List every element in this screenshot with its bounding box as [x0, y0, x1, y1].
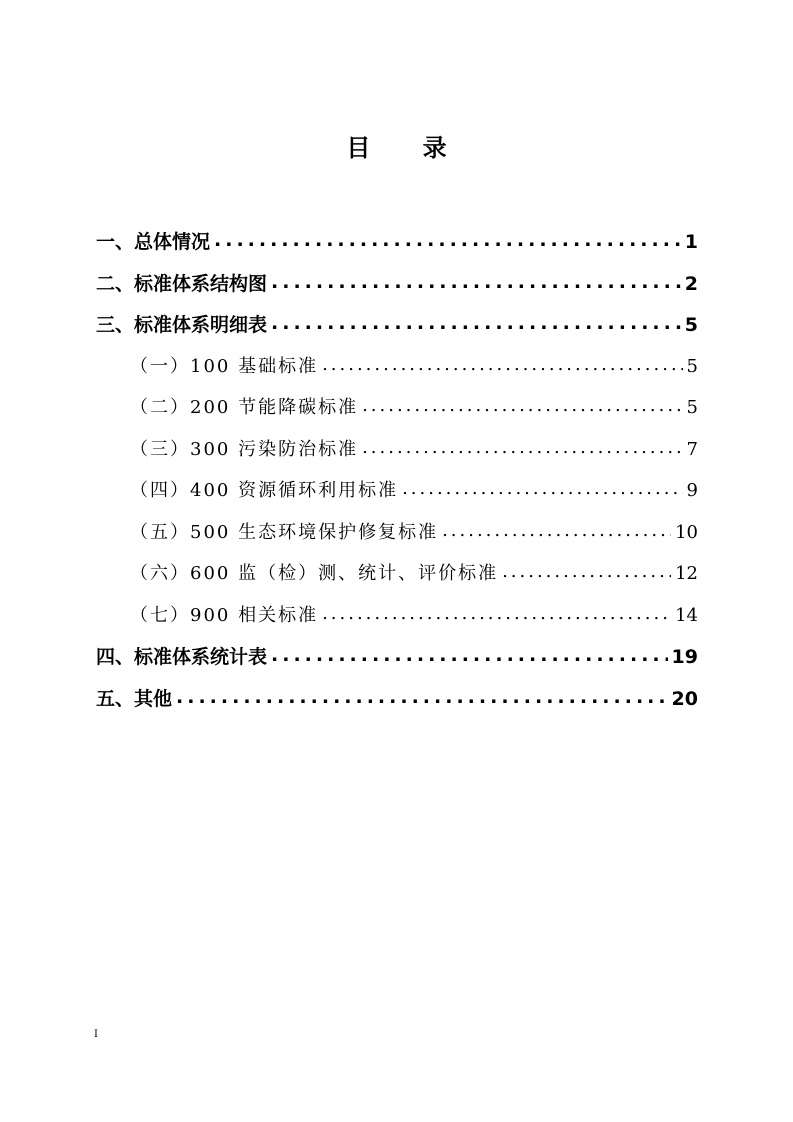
toc-entry-page: 20 [671, 687, 698, 710]
toc-entry-recycling-standards[interactable] [96, 475, 698, 517]
toc-entry-page: 1 [684, 231, 698, 253]
toc-entry-page: 19 [671, 646, 698, 668]
toc-dot-leader [271, 639, 668, 671]
toc-entry-label: （二）200 节能降碳标准 [130, 397, 359, 418]
toc-dot-leader [176, 681, 668, 713]
toc-entry-page: 5 [684, 314, 698, 336]
toc-dot-leader [271, 307, 681, 339]
toc-entry-overview[interactable] [96, 226, 698, 268]
toc-entry-page: 9 [686, 480, 698, 501]
toc-entry-structure-diagram[interactable] [96, 268, 698, 310]
page-number: I [94, 1029, 98, 1040]
toc-dot-leader [271, 266, 681, 298]
toc-entry-page: 10 [675, 521, 698, 543]
toc-dot-leader [402, 473, 682, 505]
toc-entry-page: 5 [686, 397, 698, 418]
toc-dot-leader [442, 515, 671, 547]
toc-entry-related-standards[interactable] [96, 600, 698, 642]
toc-entry-label: （四）400 资源循环利用标准 [130, 480, 399, 501]
toc-entry-ecological-restoration-standards[interactable] [96, 517, 698, 559]
toc-entry-other[interactable] [96, 683, 698, 725]
toc-entry-page: 12 [675, 563, 698, 584]
toc-entry-label: （六）600 监（检）测、统计、评价标准 [130, 563, 499, 584]
toc-entry-label: （七）900 相关标准 [130, 604, 319, 626]
toc-entry-label: 一、总体情况 [96, 231, 211, 253]
toc-entry-monitoring-standards[interactable] [96, 558, 698, 600]
toc-entry-basic-standards[interactable] [96, 351, 698, 393]
toc-dot-leader [362, 432, 682, 464]
toc-entry-page: 2 [684, 272, 698, 295]
toc-entry-label: 四、标准体系统计表 [96, 646, 268, 668]
toc-dot-leader [322, 598, 671, 630]
toc-entry-page: 7 [686, 438, 698, 460]
toc-entry-energy-saving-standards[interactable] [96, 392, 698, 434]
table-of-contents [96, 226, 698, 724]
toc-entry-label: （三）300 污染防治标准 [130, 438, 359, 460]
toc-entry-statistics-table[interactable] [96, 641, 698, 683]
toc-entry-page: 5 [686, 355, 698, 377]
toc-dot-leader [502, 556, 671, 588]
toc-entry-label: （五）500 生态环境保护修复标准 [130, 521, 439, 543]
toc-dot-leader [214, 224, 681, 256]
toc-dot-leader [322, 349, 682, 381]
toc-entry-label: （一）100 基础标准 [130, 355, 319, 377]
page-title: 目 录 [346, 134, 469, 162]
toc-entry-label: 五、其他 [96, 687, 173, 710]
toc-entry-page: 14 [675, 604, 698, 626]
toc-entry-label: 三、标准体系明细表 [96, 314, 268, 336]
toc-dot-leader [362, 390, 682, 422]
toc-entry-label: 二、标准体系结构图 [96, 272, 268, 295]
toc-entry-pollution-control-standards[interactable] [96, 434, 698, 476]
toc-entry-detail-table[interactable] [96, 309, 698, 351]
